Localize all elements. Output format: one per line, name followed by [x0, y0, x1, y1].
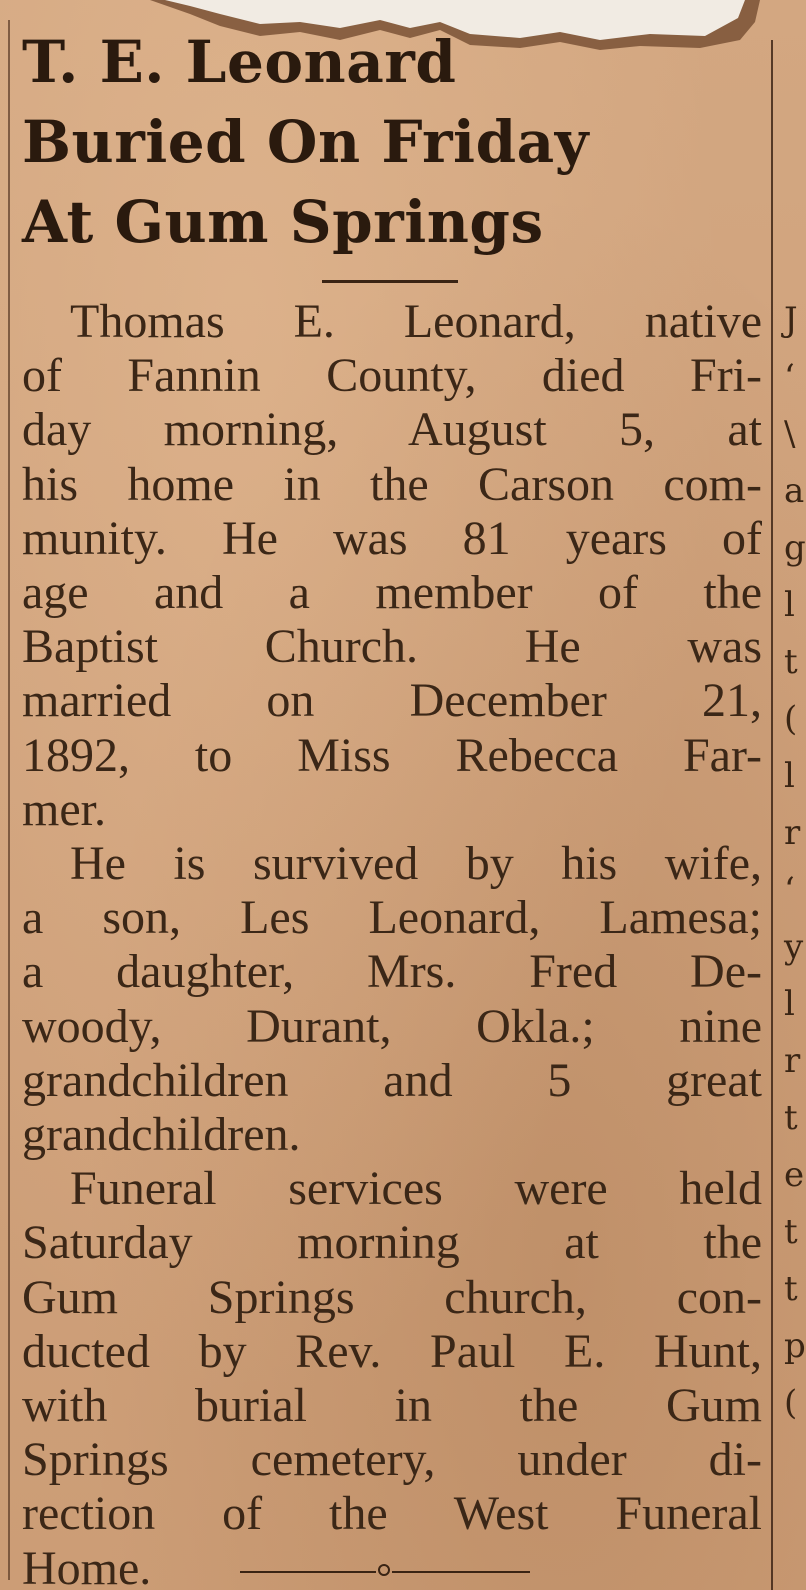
adjacent-column-fragment [774, 0, 806, 1590]
text-line: Springs cemetery, under di- [22, 1433, 762, 1487]
fragment-char: l [784, 756, 795, 796]
fragment-char: a [784, 471, 805, 511]
fragment-char: y [784, 927, 804, 967]
fragment-char: ( [784, 699, 798, 739]
fragment-char: p [784, 1326, 806, 1366]
text-line: woody, Durant, Okla.; nine [22, 999, 762, 1053]
paragraph-death-notice [22, 295, 762, 837]
text-line: ducted by Rev. Paul E. Hunt, [22, 1324, 762, 1378]
fragment-char: t [784, 642, 798, 682]
text-line: age and a member of the [22, 566, 762, 620]
fragment-char: ‘ [784, 357, 795, 397]
fragment-char: l [784, 585, 795, 625]
fragment-char: e [784, 1155, 805, 1195]
fragment-char: ‘ [784, 870, 795, 910]
text-line: munity. He was 81 years of [22, 511, 762, 565]
text-line: day morning, August 5, at [22, 403, 762, 457]
text-line: Gum Springs church, con- [22, 1270, 762, 1324]
fragment-char: \ [784, 414, 796, 454]
text-line: mer. [22, 782, 106, 836]
fragment-char: ( [784, 1383, 798, 1423]
text-line: grandchildren. [22, 1108, 301, 1162]
text-line: with burial in the Gum [22, 1379, 762, 1433]
text-line: his home in the Carson com- [22, 457, 762, 511]
text-line: Thomas E. Leonard, native [70, 295, 762, 348]
text-line: Funeral services were held [70, 1162, 762, 1216]
headline-divider [322, 280, 458, 283]
column-divider-rule [771, 40, 773, 1590]
fragment-char: g [784, 528, 806, 568]
text-line: Saturday morning at the [22, 1216, 762, 1270]
headline-line-2: Buried On Friday [22, 108, 589, 176]
end-of-story-mark [240, 1566, 530, 1576]
text-line: 1892, to Miss Rebecca Far- [22, 728, 762, 782]
headline-line-1: T. E. Leonard [22, 28, 457, 96]
headline-line-3: At Gum Springs [22, 188, 544, 256]
fragment-char: J [784, 300, 798, 340]
text-line: a son, Les Leonard, Lamesa; [22, 891, 762, 945]
fragment-char: r [784, 813, 801, 853]
paragraph-funeral-services [22, 1162, 762, 1590]
fragment-char: t [784, 1269, 798, 1309]
fragment-char: t [784, 1212, 798, 1252]
text-line: a daughter, Mrs. Fred De- [22, 945, 762, 999]
fragment-char: t [784, 1098, 798, 1138]
left-column-rule [8, 20, 10, 1580]
text-line: He is survived by his wife, [70, 837, 762, 891]
fragment-char: l [784, 984, 795, 1024]
text-line: rection of the West Funeral [22, 1487, 762, 1541]
paragraph-survivors [22, 837, 762, 1162]
text-line: Home. [22, 1541, 152, 1590]
text-line: of Fannin County, died Fri- [22, 349, 762, 403]
fragment-char: r [784, 1041, 801, 1081]
obituary-article [22, 0, 762, 1590]
text-line: Baptist Church. He was [22, 620, 762, 674]
text-line: grandchildren and 5 great [22, 1053, 762, 1107]
text-line: married on December 21, [22, 674, 762, 728]
